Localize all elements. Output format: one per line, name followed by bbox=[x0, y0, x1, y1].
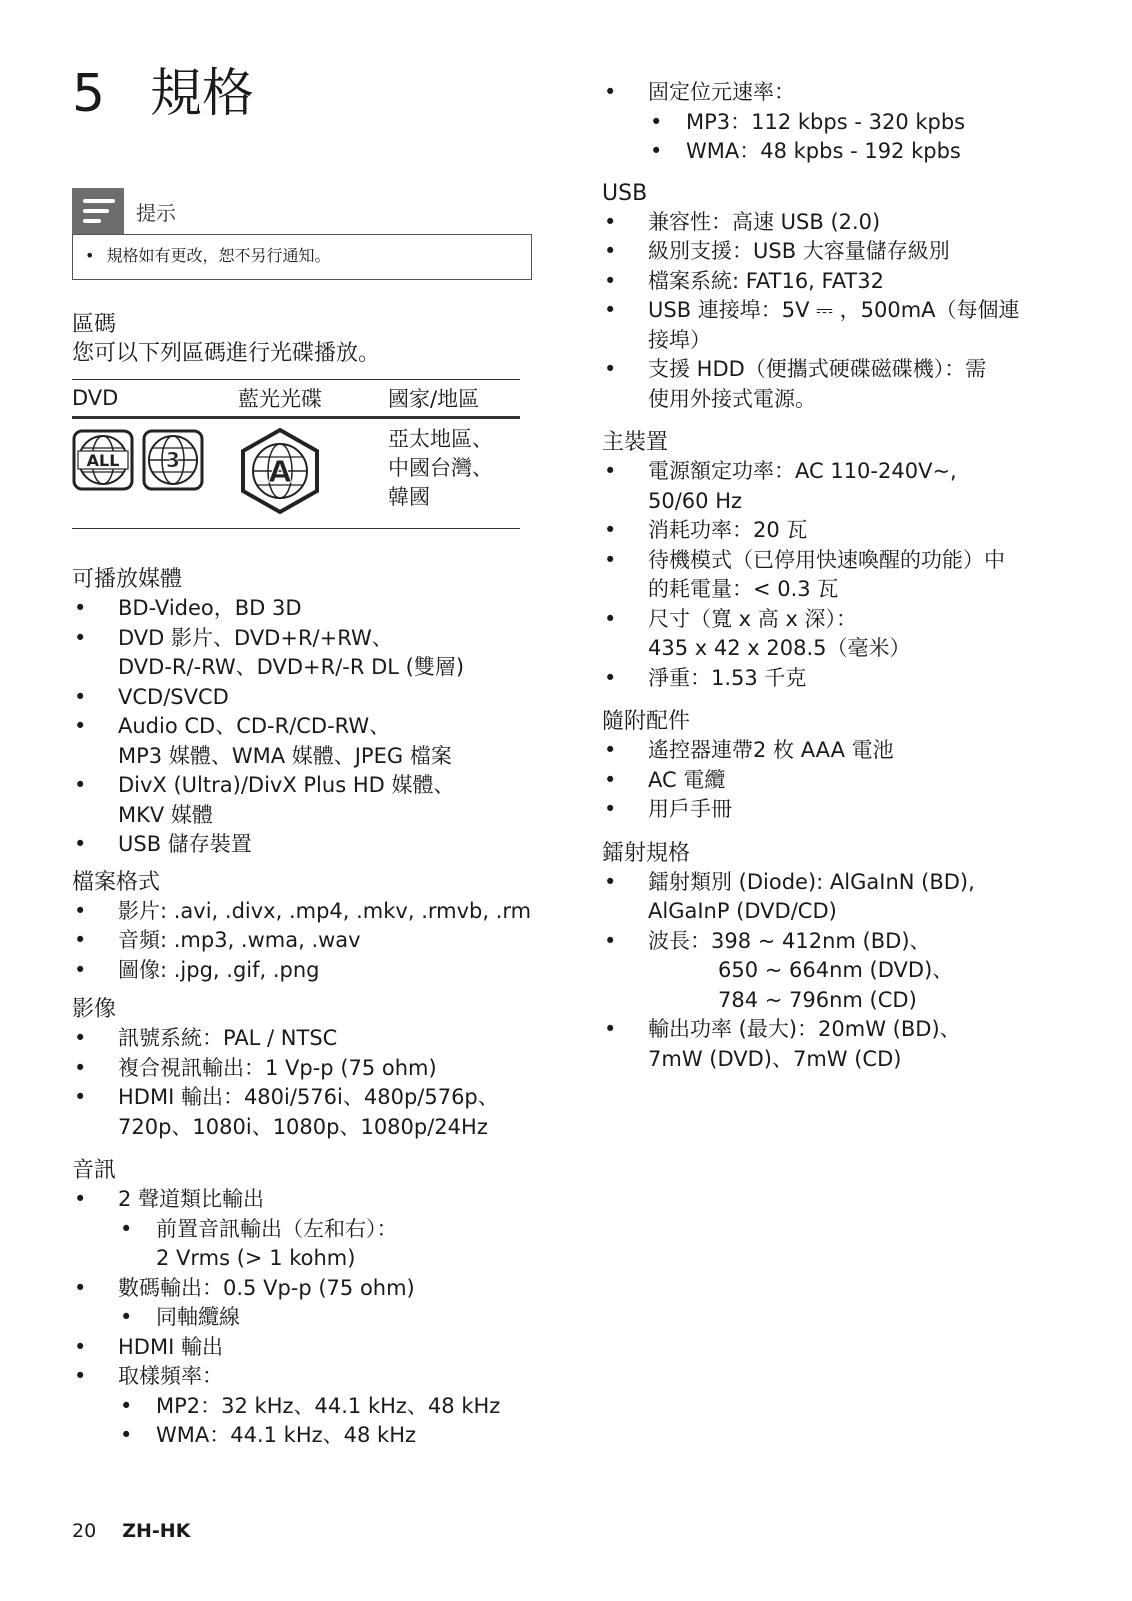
note-box bbox=[72, 188, 532, 280]
page-number: 20 bbox=[72, 1520, 97, 1542]
list-item: • 電源額定功率：AC 110-240V~, 50/60 Hz bbox=[602, 457, 1082, 516]
video-list bbox=[72, 1024, 532, 1142]
playable-media-list bbox=[72, 594, 532, 860]
region-code-description: 您可以下列區碼進行光碟播放。 bbox=[72, 341, 381, 366]
section-number: 5 bbox=[72, 64, 106, 124]
region-header-country: 國家/地區 bbox=[388, 380, 520, 418]
region-header-bluray: 藍光光碟 bbox=[238, 380, 388, 418]
list-item: • 數碼輸出：0.5 Vp-p (75 ohm) • 同軸纜線 bbox=[72, 1274, 532, 1333]
list-item: • 固定位元速率： • MP3：112 kbps - 320 kpbs • WMA：48 kpbs - 192 kpbs bbox=[602, 78, 1082, 167]
list-item: • 消耗功率：20 瓦 bbox=[602, 516, 1082, 546]
right-column bbox=[602, 78, 1082, 1074]
list-item: • 用戶手冊 bbox=[602, 795, 1082, 825]
audio-sampling-sublist bbox=[118, 1392, 532, 1451]
list-item: • 輸出功率 (最大)：20mW (BD)、 7mW (DVD)、7mW (CD) bbox=[602, 1015, 1082, 1074]
list-item: • 前置音訊輸出（左和右）： 2 Vrms (> 1 kohm) bbox=[118, 1215, 532, 1274]
note-text: 規格如有更改，恕不另行通知。 bbox=[106, 246, 331, 265]
audio-digital-sublist bbox=[118, 1303, 532, 1333]
audio-title: 音訊 bbox=[72, 1158, 117, 1183]
region-country-line: 韓國 bbox=[388, 485, 430, 509]
language-code: ZH-HK bbox=[122, 1520, 191, 1542]
list-item: • 鐳射類別 (Diode): AlGaInN (BD), AlGaInP (DVD/CD) bbox=[602, 868, 1082, 927]
audio-bitrate-sublist bbox=[648, 108, 1082, 167]
dvd-region-3-label: 3 bbox=[166, 448, 180, 472]
list-item: • BD-Video，BD 3D bbox=[72, 594, 532, 624]
note-icon bbox=[72, 188, 124, 234]
list-item: • 同軸纜線 bbox=[118, 1303, 532, 1333]
list-item: • MP2：32 kHz、44.1 kHz、48 kHz bbox=[118, 1392, 532, 1422]
audio-list bbox=[72, 1185, 532, 1451]
list-item: • 影片: .avi, .divx, .mp4, .mkv, .rmvb, .rm bbox=[72, 897, 532, 927]
audio-analog-sublist bbox=[118, 1215, 532, 1274]
list-item: • 音頻: .mp3, .wma, .wav bbox=[72, 926, 532, 956]
list-item: • WMA：44.1 kHz、48 kHz bbox=[118, 1421, 532, 1451]
main-unit-title: 主裝置 bbox=[602, 430, 669, 455]
audio-bitrate-list bbox=[602, 78, 1082, 167]
list-item: • 訊號系統：PAL / NTSC bbox=[72, 1024, 532, 1054]
laser-list bbox=[602, 868, 1082, 1075]
list-item: • 取樣頻率： • MP2：32 kHz、44.1 kHz、48 kHz • WMA：44.1 kHz、48 kHz bbox=[72, 1362, 532, 1451]
list-item: • USB 儲存裝置 bbox=[72, 830, 532, 860]
list-item: • 兼容性：高速 USB (2.0) bbox=[602, 208, 1082, 238]
list-item: • DVD 影片、DVD+R/+RW、 DVD-R/-RW、DVD+R/-R DL (雙層) bbox=[72, 624, 532, 683]
list-item: • HDMI 輸出 bbox=[72, 1333, 532, 1363]
list-item: • HDMI 輸出：480i/576i、480p/576p、 720p、1080i、1080p、1080p/24Hz bbox=[72, 1083, 532, 1142]
bluray-region-cell bbox=[238, 418, 388, 529]
list-item: • MP3：112 kbps - 320 kpbs bbox=[648, 108, 1082, 138]
list-item: • WMA：48 kpbs - 192 kpbs bbox=[648, 137, 1082, 167]
note-header bbox=[72, 188, 532, 234]
note-bullet: • bbox=[85, 246, 95, 265]
list-item: • DivX (Ultra)/DivX Plus HD 媒體、 MKV 媒體 bbox=[72, 771, 532, 830]
section-title: 規格 bbox=[150, 64, 255, 124]
bluray-region-a-icon bbox=[239, 427, 321, 515]
list-item: • 尺寸（寬 x 高 x 深）： 435 x 42 x 208.5（毫米） bbox=[602, 605, 1082, 664]
note-body bbox=[72, 234, 532, 280]
list-item: • 檔案系統: FAT16, FAT32 bbox=[602, 267, 1082, 297]
playable-media-title: 可播放媒體 bbox=[72, 567, 183, 592]
video-title: 影像 bbox=[72, 997, 117, 1022]
accessories-title: 隨附配件 bbox=[602, 709, 691, 734]
region-header-dvd: DVD bbox=[72, 380, 238, 418]
dvd-region-all-icon bbox=[72, 429, 134, 491]
list-item: • 波長：398 ~ 412nm (BD)、 650 ~ 664nm (DVD)、 784 ~ 796nm (CD) bbox=[602, 927, 1082, 1016]
list-item: • Audio CD、CD-R/CD-RW、 MP3 媒體、WMA 媒體、JPEG 檔案 bbox=[72, 712, 532, 771]
list-item: • 2 聲道類比輸出 • 前置音訊輸出（左和右）： 2 Vrms (> 1 kohm) bbox=[72, 1185, 532, 1274]
region-countries-cell bbox=[388, 418, 520, 529]
page-footer bbox=[72, 1520, 190, 1542]
file-format-list bbox=[72, 897, 532, 986]
laser-title: 鐳射規格 bbox=[602, 840, 691, 866]
dvd-region-3-icon bbox=[142, 429, 204, 491]
list-item: • 複合視訊輸出：1 Vp-p (75 ohm) bbox=[72, 1054, 532, 1084]
region-table bbox=[72, 379, 520, 529]
dvd-region-all-label: ALL bbox=[86, 451, 120, 470]
page-title bbox=[72, 64, 255, 124]
usb-list bbox=[602, 208, 1082, 415]
region-country-line: 中國台灣、 bbox=[388, 456, 493, 480]
main-unit-list bbox=[602, 457, 1082, 693]
list-item: • 級別支援：USB 大容量儲存級別 bbox=[602, 237, 1082, 267]
dvd-region-cell bbox=[72, 418, 238, 529]
region-country-line: 亞太地區、 bbox=[388, 427, 493, 451]
list-item: • 圖像: .jpg, .gif, .png bbox=[72, 956, 532, 986]
file-format-title: 檔案格式 bbox=[72, 869, 161, 895]
list-item: • 待機模式（已停用快速喚醒的功能）中 的耗電量：< 0.3 瓦 bbox=[602, 546, 1082, 605]
region-code-title: 區碼 bbox=[72, 312, 117, 337]
note-title: 提示 bbox=[136, 200, 176, 225]
list-item: • 遙控器連帶2 枚 AAA 電池 bbox=[602, 736, 1082, 766]
bluray-region-a-label: A bbox=[268, 455, 292, 490]
list-item: • VCD/SVCD bbox=[72, 683, 532, 713]
list-item: • 支援 HDD（便攜式硬碟磁碟機）：需 使用外接式電源。 bbox=[602, 355, 1082, 414]
list-item: • 淨重：1.53 千克 bbox=[602, 664, 1082, 694]
list-item: • USB 連接埠：5V ⎓ ，500mA（每個連 接埠） bbox=[602, 296, 1082, 355]
list-item: • AC 電纜 bbox=[602, 766, 1082, 796]
usb-title: USB bbox=[602, 180, 648, 206]
accessories-list bbox=[602, 736, 1082, 825]
left-column bbox=[72, 188, 532, 1451]
